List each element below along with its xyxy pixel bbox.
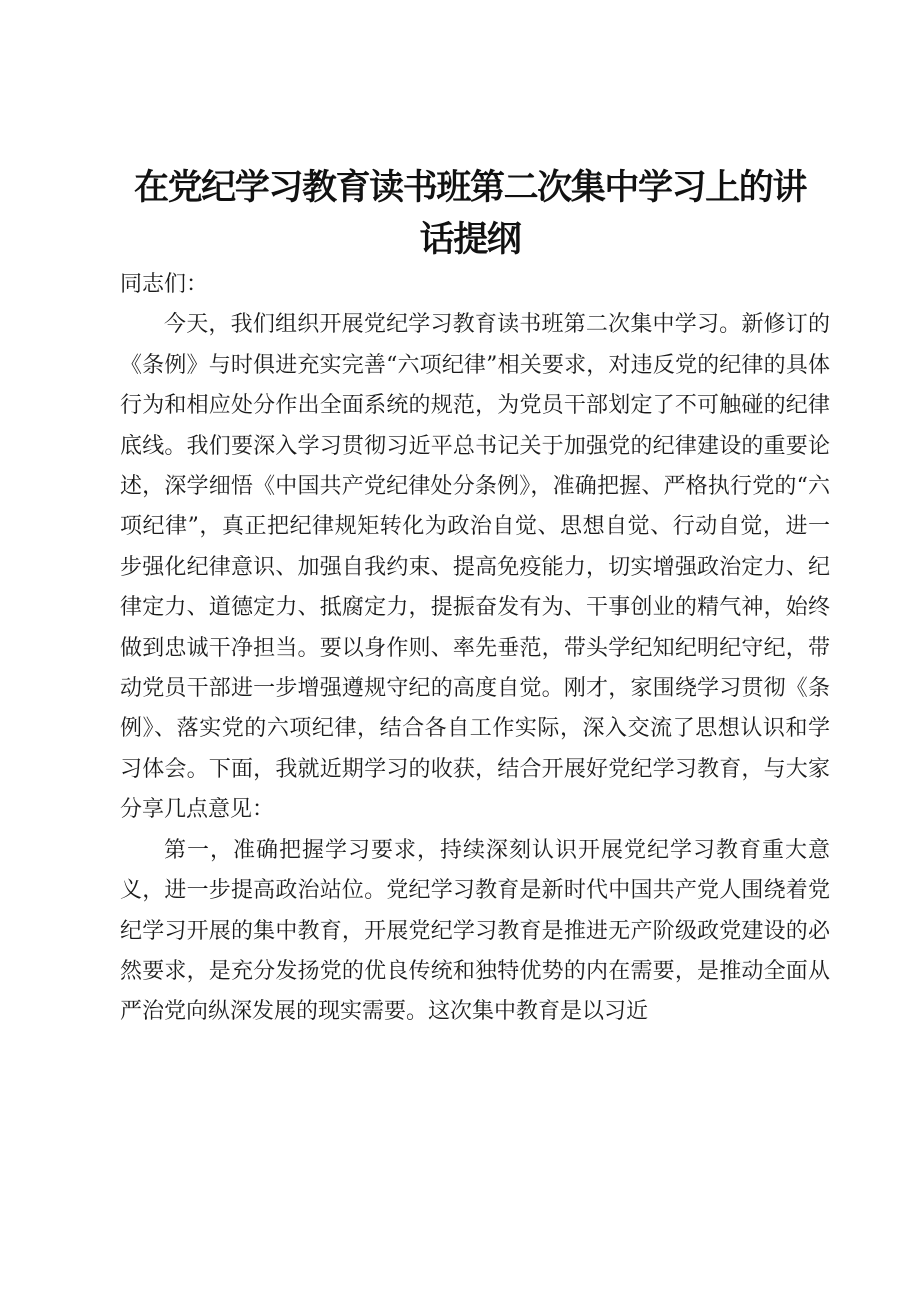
paragraph-opening: 今天，我们组织开展党纪学习教育读书班第二次集中学习。新修订的《条例》与时俱进充实完善“六项纪律”相关要求，对违反党的纪律的具体行为和相应处分作出全面系统的规范，为党员干部划定了不可触碰的纪律底线。我们要深入学习贯彻习近平总书记关于加强党的纪律建设的重要论述，深学细悟《中国共产党纪律处分条例》，准确把握、严格执行党的“六项纪律”，真正把纪律规矩转化为政治自觉、思想自觉、行动自觉，进一步强化纪律意识、加强自我约束、提高免疫能力，切实增强政治定力、纪律定力、道德定力、抵腐定力，提振奋发有为、干事创业的精气神，始终做到忠诚干净担当。要以身作则、率先垂范，带头学纪知纪明纪守纪，带动党员干部进一步增强遵规守纪的高度自觉。刚才，家围绕学习贯彻《条例》、落实党的六项纪律，结合各自工作实际，深入交流了思想认识和学习体会。下面，我就近期学习的收获，结合开展好党纪学习教育，与大家分享几点意见： [120,312,830,823]
document-body [120,265,830,1033]
document-title: 在党纪学习教育读书班第二次集中学习上的讲话提纲 [133,168,806,260]
greeting: 同志们： [120,272,209,297]
paragraph-first-point: 第一，准确把握学习要求，持续深刻认识开展党纪学习教育重大意义，进一步提高政治站位。党纪学习教育是新时代中国共产党人围绕着党纪学习开展的集中教育，开展党纪学习教育是推进无产阶级政党建设的必然要求，是充分发扬党的优良传统和独特优势的内在需要，是推动全面从严治党向纵深发展的现实需要。这次集中教育是以习近 [120,837,830,1025]
